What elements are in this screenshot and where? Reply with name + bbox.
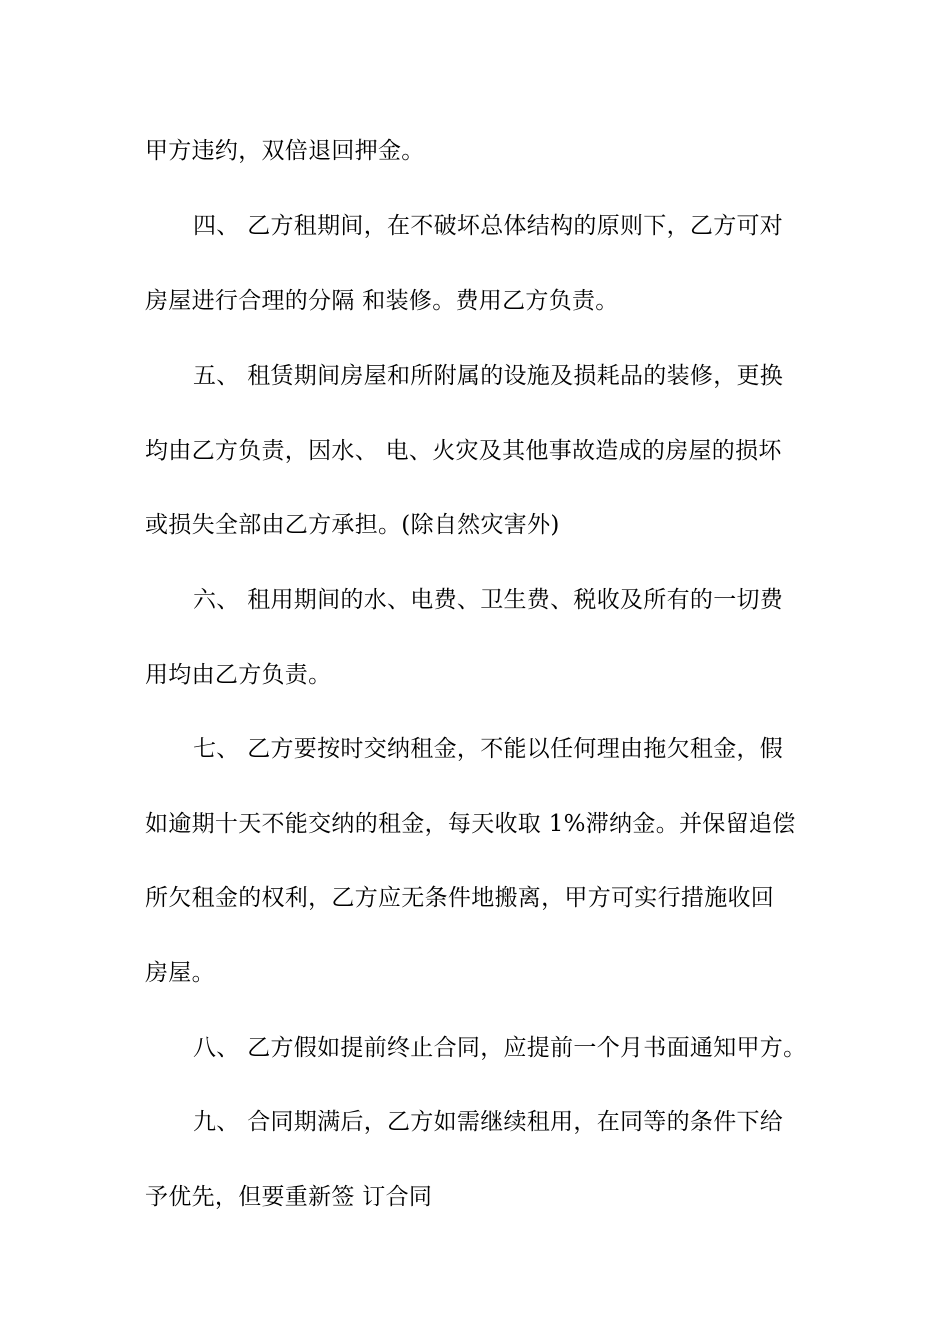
text-line: 房屋。 bbox=[145, 960, 215, 986]
text-line: 均由乙方负责，因水、 电、火灾及其他事故造成的房屋的损坏 bbox=[145, 438, 782, 464]
clause-4-line: 四、 乙方租期间，在不破坏总体结构的原则下，乙方可对 bbox=[193, 213, 784, 239]
text-line: 房屋进行合理的分隔 和装修。费用乙方负责。 bbox=[145, 288, 619, 314]
clause-7-line: 七、 乙方要按时交纳租金，不能以任何理由拖欠租金，假 bbox=[193, 736, 784, 762]
clause-6-line: 六、 租用期间的水、电费、卫生费、税收及所有的一切费 bbox=[193, 587, 784, 613]
text-line: 用均由乙方负责。 bbox=[145, 662, 332, 688]
text-line: 或损失全部由乙方承担。(除自然灾害外) bbox=[145, 512, 560, 538]
text-line: 予优先，但要重新签 订合同 bbox=[145, 1184, 433, 1210]
text-line: 如逾期十天不能交纳的租金，每天收取 1%滞纳金。并保留追偿 bbox=[145, 811, 796, 837]
clause-9-line: 九、 合同期满后，乙方如需继续租用，在同等的条件下给 bbox=[193, 1109, 784, 1135]
clause-5-line: 五、 租赁期间房屋和所附属的设施及损耗品的装修，更换 bbox=[193, 363, 784, 389]
text-line: 所欠租金的权利，乙方应无条件地搬离，甲方可实行措施收回 bbox=[145, 885, 775, 911]
clause-8-line: 八、 乙方假如提前终止合同，应提前一个月书面通知甲方。 bbox=[193, 1035, 807, 1061]
text-line: 甲方违约，双倍退回押金。 bbox=[145, 138, 425, 164]
